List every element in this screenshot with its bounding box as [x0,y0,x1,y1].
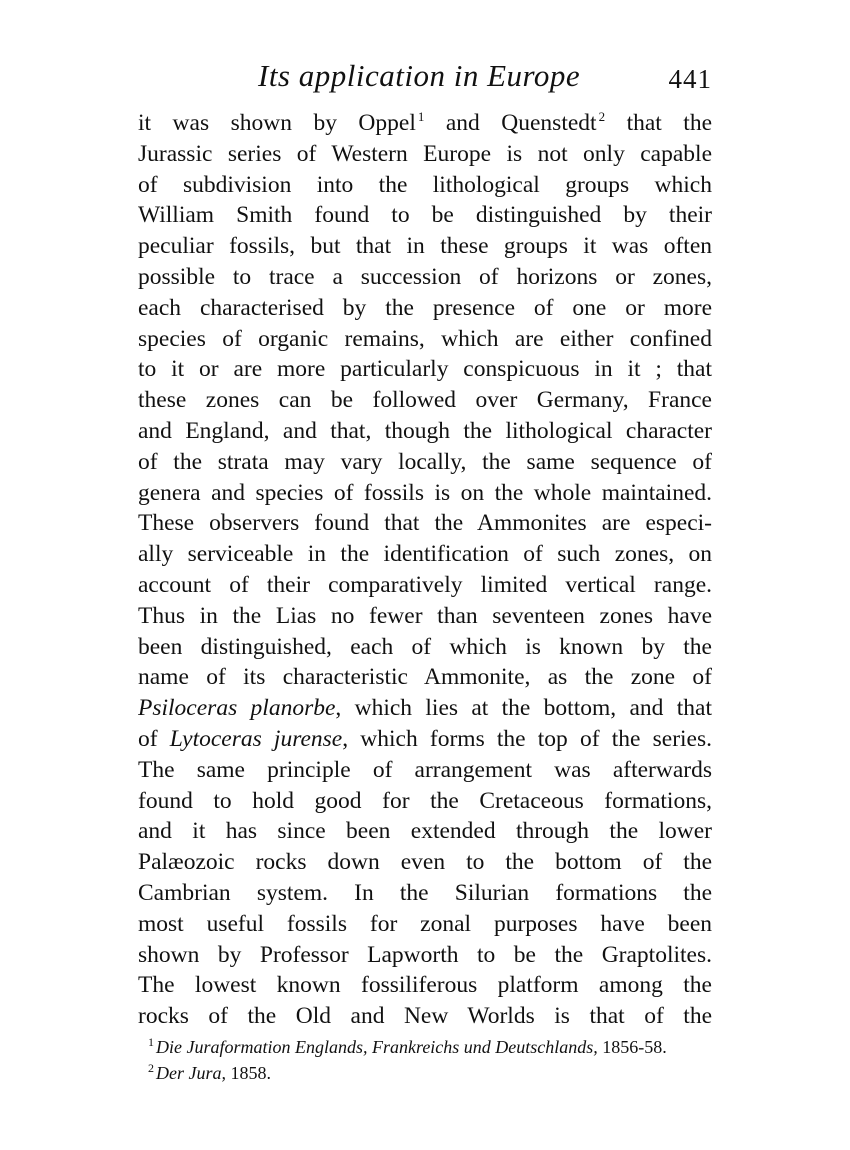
footnote-date: 1856-58. [597,1037,667,1057]
text-line: species of organic remains, which are either confined [138,325,712,352]
footnote-2 [148,1060,712,1086]
footnote-citation: Der Jura, [156,1063,226,1083]
text-line: to it or are more particularly conspicuous in it ; that [138,356,712,383]
text-line: of the strata may vary locally, the same sequence of [138,448,712,475]
text-line: Jurassic series of Western Europe is not only capable [138,140,712,167]
text-line: These observers found that the Ammonites are especi- [138,510,712,537]
text-line: most useful fossils for zonal purposes have been [138,910,712,937]
text-line: been distinguished, each of which is known by the [138,633,712,660]
text-line: and England, and that, though the lithological character [138,417,712,444]
running-head [138,58,712,98]
text-line: shown by Professor Lapworth to be the Graptolites. [138,941,712,968]
species-name: Lytoceras jurense [169,725,343,752]
text-segment: it was shown by Oppel [138,110,416,136]
text-segment: that the [605,110,712,136]
text-line: Thus in the Lias no fewer than seventeen zones have [138,602,712,629]
text-line [138,108,712,139]
footnote-reference: 2 [598,109,606,124]
text-line: ally serviceable in the identification of such zones, on [138,541,712,568]
footnote-reference: 1 [417,109,425,124]
footnote-mark: 2 [148,1061,154,1075]
species-name: Psiloceras planorbe [138,695,336,722]
text-line: these zones can be followed over Germany, France [138,387,712,414]
text-line: of subdivision into the lithological groups which [138,171,712,198]
text-line: Palæozoic rocks down even to the bottom of the [138,849,712,876]
text-line: Cambrian system. In the Silurian formations the [138,879,712,906]
text-line: The same principle of arrangement was afterwards [138,756,712,783]
text-line: genera and species of fossils is on the whole maintained. [138,479,712,506]
text-segment: of [138,725,170,752]
text-line: found to hold good for the Cretaceous formations, [138,787,712,814]
text-line: peculiar fossils, but that in these groups it was often [138,233,712,260]
text-line [138,693,712,724]
footnote-mark: 1 [148,1035,154,1049]
text-line: William Smith found to be distinguished by their [138,202,712,229]
text-segment: , which forms the top of the series. [342,725,712,752]
text-line [138,724,712,755]
body-paragraph [138,108,712,1032]
text-line: name of its characteristic Ammonite, as the zone of [138,664,712,691]
text-segment: and Quenstedt [424,110,597,136]
text-line: and it has since been extended through the lower [138,818,712,845]
running-title: Its application in Europe [258,58,581,93]
text-segment: , which lies at the bottom, and that [335,695,712,722]
footnote-citation: Die Juraformation Englands, Frankreichs und Deutschlands, [156,1037,598,1057]
footnotes [148,1034,712,1086]
text-line: account of their comparatively limited vertical range. [138,571,712,598]
page-number: 441 [668,64,712,94]
text-line: each characterised by the presence of one or more [138,294,712,321]
text-line: possible to trace a succession of horizons or zones, [138,263,712,290]
text-line: The lowest known fossiliferous platform among the [138,972,712,999]
footnote-date: 1858. [226,1063,271,1083]
text-line: rocks of the Old and New Worlds is that of the [138,1003,712,1030]
footnote-1 [148,1034,712,1060]
